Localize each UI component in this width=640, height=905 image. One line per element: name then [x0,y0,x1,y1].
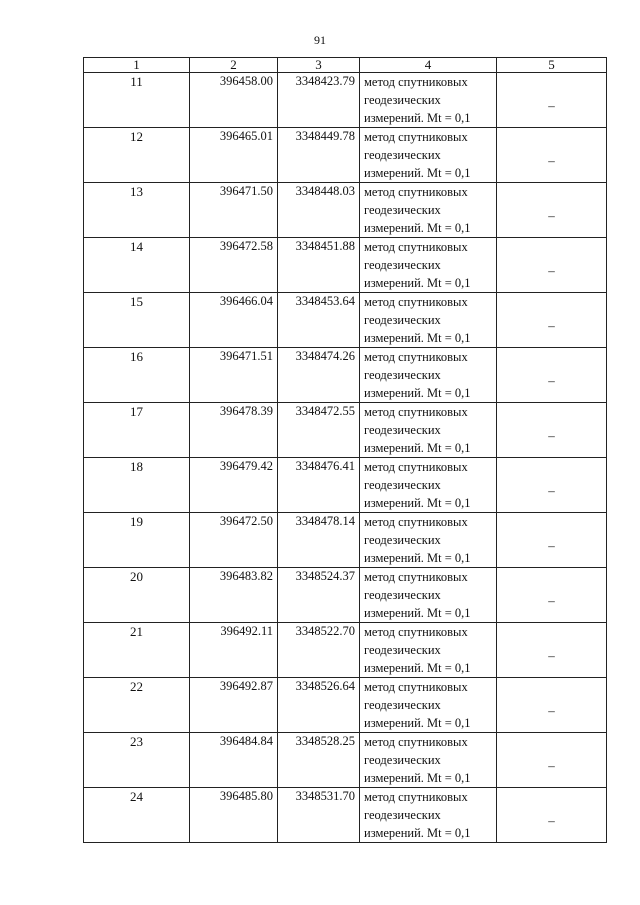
note-cell [497,568,607,623]
method-line: геодезических [364,588,441,602]
table-row [84,293,607,348]
point-number-cell: 18 [84,458,190,513]
header-col-3: 3 [278,58,360,73]
point-number-cell: 19 [84,513,190,568]
method-line: геодезических [364,203,441,217]
point-number-cell: 14 [84,238,190,293]
method-line: геодезических [364,643,441,657]
method-line: геодезических [364,423,441,437]
method-line: измерений. Mt = 0,1 [364,826,471,840]
note-cell [497,513,607,568]
method-line: геодезических [364,808,441,822]
coordinate-x-cell: 396471.50 [190,183,278,238]
coordinate-x-cell: 396466.04 [190,293,278,348]
method-line: метод спутниковых [364,515,468,529]
method-line: метод спутниковых [364,350,468,364]
method-line: метод спутниковых [364,185,468,199]
method-line: метод спутниковых [364,735,468,749]
method-cell [360,458,497,513]
method-cell [360,348,497,403]
table-row [84,348,607,403]
method-line: метод спутниковых [364,130,468,144]
coordinate-y-cell: 3348476.41 [278,458,360,513]
note-dash: – [548,758,555,773]
method-cell [360,788,497,843]
note-cell [497,678,607,733]
method-line: метод спутниковых [364,295,468,309]
note-dash: – [548,483,555,498]
coordinate-x-cell: 396479.42 [190,458,278,513]
note-dash: – [548,538,555,553]
note-dash: – [548,98,555,113]
note-cell [497,788,607,843]
method-line: измерений. Mt = 0,1 [364,331,471,345]
table-row [84,73,607,128]
note-dash: – [548,648,555,663]
method-line: измерений. Mt = 0,1 [364,386,471,400]
method-line: измерений. Mt = 0,1 [364,606,471,620]
coordinate-y-cell: 3348522.70 [278,623,360,678]
method-line: метод спутниковых [364,625,468,639]
note-cell [497,733,607,788]
note-dash: – [548,373,555,388]
coordinate-y-cell: 3348474.26 [278,348,360,403]
header-col-2: 2 [190,58,278,73]
method-line: измерений. Mt = 0,1 [364,276,471,290]
note-cell [497,238,607,293]
method-line: измерений. Mt = 0,1 [364,441,471,455]
header-col-4: 4 [360,58,497,73]
method-line: геодезических [364,478,441,492]
method-line: геодезических [364,258,441,272]
method-cell [360,678,497,733]
method-line: геодезических [364,753,441,767]
coordinate-y-cell: 3348423.79 [278,73,360,128]
method-cell [360,73,497,128]
point-number-cell: 11 [84,73,190,128]
coordinate-x-cell: 396483.82 [190,568,278,623]
coordinate-x-cell: 396485.80 [190,788,278,843]
table-row [84,183,607,238]
note-dash: – [548,813,555,828]
table-row [84,513,607,568]
coordinate-y-cell: 3348526.64 [278,678,360,733]
method-line: метод спутниковых [364,75,468,89]
note-dash: – [548,703,555,718]
method-cell [360,238,497,293]
point-number-cell: 23 [84,733,190,788]
method-line: геодезических [364,93,441,107]
method-line: метод спутниковых [364,460,468,474]
note-cell [497,293,607,348]
table-row [84,623,607,678]
point-number-cell: 20 [84,568,190,623]
method-line: измерений. Mt = 0,1 [364,496,471,510]
point-number-cell: 12 [84,128,190,183]
table-row [84,678,607,733]
note-dash: – [548,208,555,223]
method-line: геодезических [364,698,441,712]
point-number-cell: 15 [84,293,190,348]
coordinate-x-cell: 396478.39 [190,403,278,458]
method-line: геодезических [364,148,441,162]
method-line: метод спутниковых [364,680,468,694]
method-line: метод спутниковых [364,570,468,584]
note-cell [497,128,607,183]
note-dash: – [548,153,555,168]
table-row [84,458,607,513]
point-number-cell: 16 [84,348,190,403]
coordinate-x-cell: 396472.58 [190,238,278,293]
coordinate-y-cell: 3348478.14 [278,513,360,568]
method-line: измерений. Mt = 0,1 [364,661,471,675]
method-line: измерений. Mt = 0,1 [364,221,471,235]
point-number-cell: 21 [84,623,190,678]
header-col-5: 5 [497,58,607,73]
method-cell [360,568,497,623]
method-line: измерений. Mt = 0,1 [364,716,471,730]
method-line: измерений. Mt = 0,1 [364,771,471,785]
coordinates-table [83,57,607,843]
point-number-cell: 22 [84,678,190,733]
method-line: метод спутниковых [364,790,468,804]
note-cell [497,348,607,403]
note-cell [497,183,607,238]
method-cell [360,403,497,458]
table-row [84,733,607,788]
note-cell [497,73,607,128]
method-cell [360,733,497,788]
method-line: геодезических [364,533,441,547]
table-header-row [84,58,607,73]
method-line: измерений. Mt = 0,1 [364,111,471,125]
page-number: 91 [314,33,326,47]
coordinate-x-cell: 396471.51 [190,348,278,403]
method-cell [360,293,497,348]
coordinate-y-cell: 3348449.78 [278,128,360,183]
coordinate-y-cell: 3348528.25 [278,733,360,788]
note-dash: – [548,263,555,278]
coordinate-x-cell: 396492.11 [190,623,278,678]
method-cell [360,128,497,183]
table-row [84,568,607,623]
table-row [84,403,607,458]
method-line: измерений. Mt = 0,1 [364,166,471,180]
note-dash: – [548,428,555,443]
method-line: геодезических [364,313,441,327]
point-number-cell: 17 [84,403,190,458]
method-line: метод спутниковых [364,240,468,254]
coordinate-x-cell: 396465.01 [190,128,278,183]
header-col-1: 1 [84,58,190,73]
method-line: измерений. Mt = 0,1 [364,551,471,565]
coordinate-y-cell: 3348453.64 [278,293,360,348]
note-cell [497,458,607,513]
coordinate-x-cell: 396492.87 [190,678,278,733]
method-line: метод спутниковых [364,405,468,419]
coordinate-y-cell: 3348451.88 [278,238,360,293]
table-row [84,788,607,843]
note-dash: – [548,593,555,608]
note-cell [497,403,607,458]
table-row [84,128,607,183]
coordinate-y-cell: 3348448.03 [278,183,360,238]
coordinate-x-cell: 396484.84 [190,733,278,788]
method-cell [360,623,497,678]
note-dash: – [548,318,555,333]
method-cell [360,513,497,568]
coordinate-x-cell: 396472.50 [190,513,278,568]
coordinate-y-cell: 3348531.70 [278,788,360,843]
coordinate-y-cell: 3348524.37 [278,568,360,623]
coordinate-y-cell: 3348472.55 [278,403,360,458]
table-row [84,238,607,293]
note-cell [497,623,607,678]
method-line: геодезических [364,368,441,382]
point-number-cell: 24 [84,788,190,843]
coordinate-x-cell: 396458.00 [190,73,278,128]
table-body [84,73,607,843]
point-number-cell: 13 [84,183,190,238]
method-cell [360,183,497,238]
